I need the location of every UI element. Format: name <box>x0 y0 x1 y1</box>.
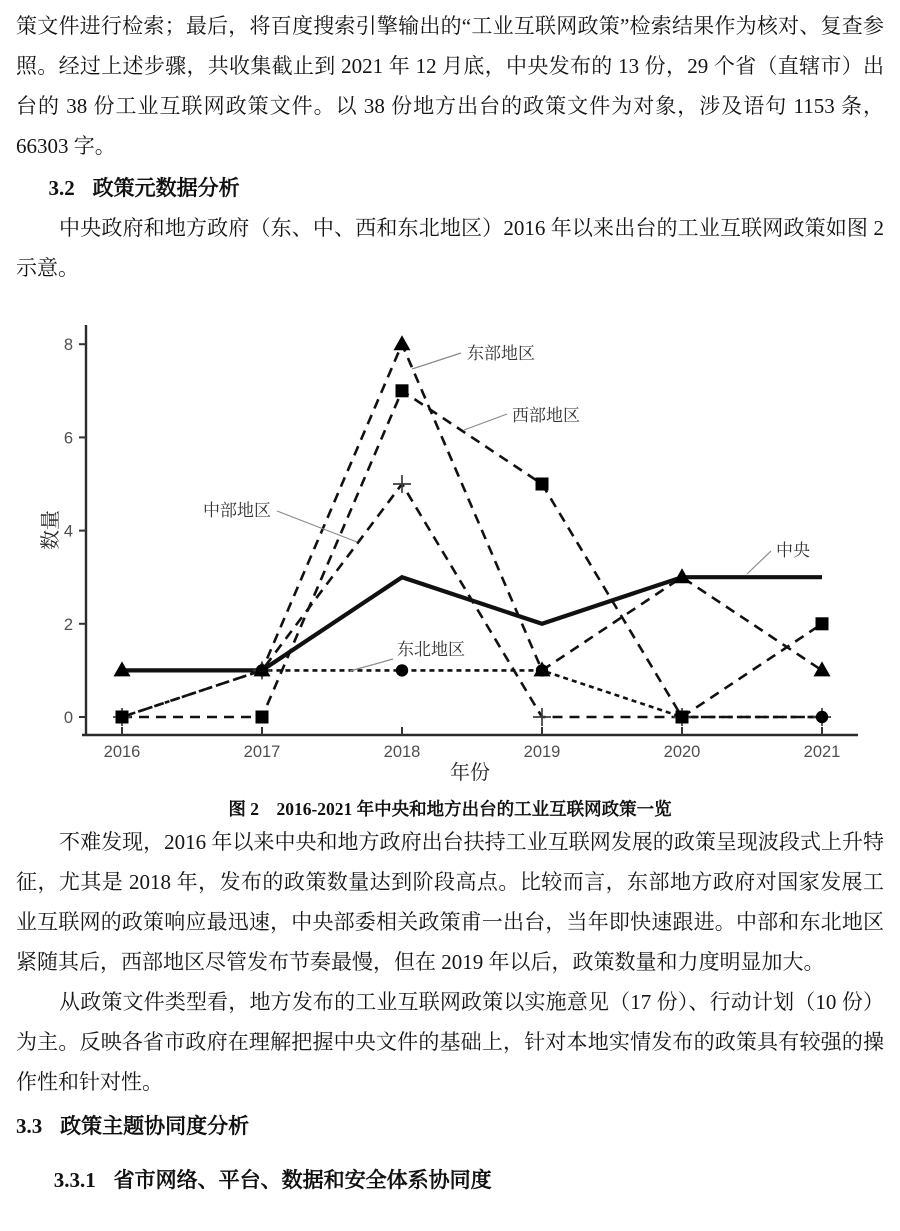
heading-3-3-1-number: 3.3.1 <box>53 1168 96 1192</box>
series-annotation-label: 东部地区 <box>467 344 535 363</box>
x-tick-label: 2017 <box>243 743 281 761</box>
marker-square <box>536 478 549 491</box>
x-tick-label: 2020 <box>663 743 701 761</box>
y-axis-title: 数量 <box>40 510 62 550</box>
marker-triangle <box>394 335 411 350</box>
annotation-leader-line <box>464 414 507 430</box>
x-axis-title: 年份 <box>450 762 490 784</box>
paragraph-overview: 中央政府和地方政府（东、中、西和东北地区）2016 年以来出台的工业互联网政策如图 2 示意。 <box>16 216 884 280</box>
marker-square <box>256 711 269 724</box>
x-tick-label: 2016 <box>103 743 141 761</box>
series-line-0 <box>122 577 822 670</box>
marker-circle <box>816 711 828 723</box>
heading-3-3-title: 政策主题协同度分析 <box>60 1114 250 1138</box>
heading-3-2 <box>16 168 884 208</box>
paragraph-types: 从政策文件类型看，地方发布的工业互联网政策以实施意见（17 份）、行动计划（10 份）为主。反映各省市政府在理解把握中央文件的基础上，针对本地实情发布的政策具有较强的操作性和针对性。 <box>16 990 884 1094</box>
y-tick-label: 0 <box>63 709 73 727</box>
marker-circle <box>536 664 548 676</box>
heading-3-3-1 <box>16 1160 884 1200</box>
y-tick-label: 8 <box>63 336 73 355</box>
policy-line-chart <box>0 310 900 790</box>
series-line-2 <box>122 391 822 717</box>
series-annotation-label: 中央 <box>776 541 810 560</box>
heading-3-3-number: 3.3 <box>16 1114 43 1138</box>
heading-3-3 <box>16 1106 884 1146</box>
marker-square <box>396 384 409 397</box>
x-tick-label: 2018 <box>383 743 421 761</box>
paragraph-continuation: 策文件进行检索；最后，将百度搜索引擎输出的“工业互联网政策”检索结果作为核对、复查参照。经过上述步骤，共收集截止到 2021 年 12 月底，中央发布的 13 份，29 个省（直辖市）出台的 38 份工业互联网政策文件。以 38 份地方出台的政策文件为对象，涉及语句 1153 条，66303 字。 <box>16 14 884 158</box>
x-tick-label: 2021 <box>803 743 841 761</box>
figure-2 <box>0 310 900 822</box>
heading-3-2-number: 3.2 <box>48 176 75 200</box>
marker-circle <box>396 664 408 676</box>
y-tick-label: 6 <box>63 429 73 448</box>
figure-2-caption: 图 2 2016-2021 年中央和地方出台的工业互联网政策一览 <box>228 799 672 819</box>
annotation-leader-line <box>747 551 771 574</box>
heading-3-3-1-title: 省市网络、平台、数据和安全体系协同度 <box>113 1168 492 1192</box>
paragraph-trend: 不难发现，2016 年以来中央和地方政府出台扶持工业互联网发展的政策呈现波段式上升特征，尤其是 2018 年，发布的政策数量达到阶段高点。比较而言，东部地方政府对国家发展工业互联网的政策响应最迅速，中央部委相关政策甫一出台，当年即快速跟进。中部和东北地区紧随其后，西部地区尽管发布节奏最慢，但在 2019 年以后，政策数量和力度明显加大。 <box>16 830 884 974</box>
heading-3-2-title: 政策元数据分析 <box>92 176 240 200</box>
marker-circle <box>116 711 128 723</box>
marker-triangle <box>814 661 831 676</box>
series-annotation-label: 东北地区 <box>397 640 465 659</box>
marker-square <box>816 617 829 630</box>
y-tick-label: 4 <box>63 522 73 541</box>
marker-circle <box>676 711 688 723</box>
series-annotation-label: 西部地区 <box>512 406 580 425</box>
series-annotation-label: 中部地区 <box>203 501 271 520</box>
y-tick-label: 2 <box>63 615 73 634</box>
x-tick-label: 2019 <box>523 743 561 761</box>
marker-circle <box>256 664 268 676</box>
annotation-leader-line <box>412 353 461 369</box>
